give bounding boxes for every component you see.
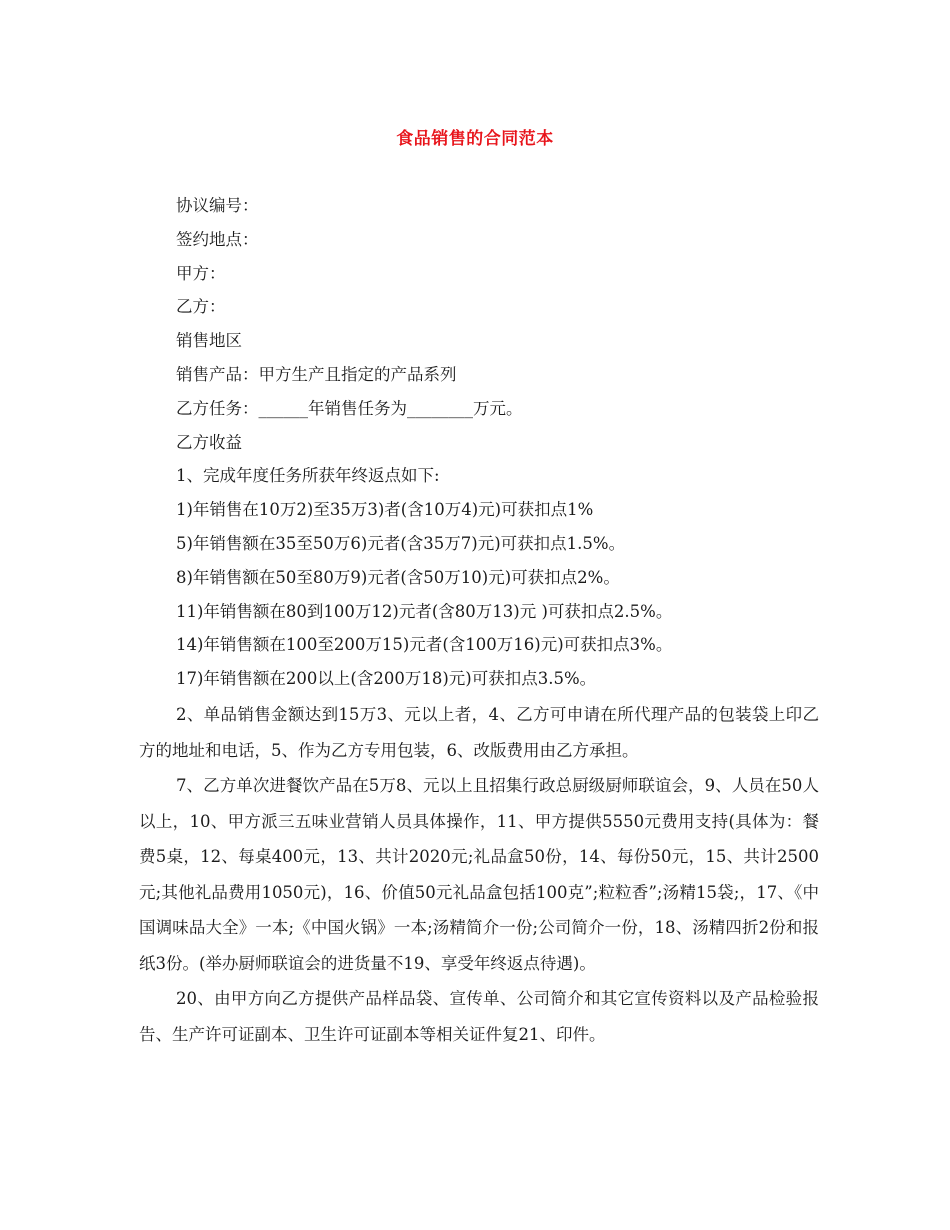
rebate-intro-line: 1、完成年度任务所获年终返点如下: bbox=[176, 466, 440, 486]
clause-paragraph: 7、乙方单次进餐饮产品在5万8、元以上且招集行政总厨级厨师联谊会，9、人员在50人以上，10、甲方派三五味业营销人员具体操作，11、甲方提供5550元费用支持(具体为：餐费5桌，12、每桌400元，13、共计2020元;礼品盒50份，14、每份50元，15、共计2500元;其他礼品费用1050元)，16、价值50元礼品盒包括100克”;粒粒香”;汤精15袋;，17、《中国调味品大全》一本;《中国火锅》一本;汤精简介一份;公司简介一份，18、汤精四折2份和报纸3份。(举办厨师联谊会的进货量不19、享受年终返点待遇)。 bbox=[139, 776, 819, 973]
agreement-number-line: 协议编号： bbox=[176, 196, 259, 215]
signing-place-line: 签约地点： bbox=[176, 229, 259, 249]
rebate-tier-line: 17)年销售额在200以上(含200万18)元)可获扣点3.5%。 bbox=[176, 669, 597, 689]
document-title: 食品销售的合同范本 bbox=[396, 129, 554, 149]
rebate-tier-line: 1)年销售在10万2)至35万3)者(含10万4)元)可获扣点1% bbox=[176, 500, 594, 520]
rebate-tier-line: 14)年销售额在100至200万15)元者(含100万16)元)可获扣点3%。 bbox=[176, 635, 673, 655]
party-a-line: 甲方： bbox=[176, 263, 226, 283]
sales-product-line: 销售产品：甲方生产且指定的产品系列 bbox=[176, 364, 457, 384]
party-b-line: 乙方： bbox=[176, 297, 226, 317]
clause-paragraph: 2、单品销售金额达到15万3、元以上者，4、乙方可申请在所代理产品的包装袋上印乙方的地址和电话，5、作为乙方专用包装，6、改版费用由乙方承担。 bbox=[139, 705, 819, 760]
rebate-tier-line: 8)年销售额在50至80万9)元者(含50万10)元)可获扣点2%。 bbox=[176, 567, 620, 587]
clause-paragraph: 20、由甲方向乙方提供产品样品袋、宣传单、公司简介和其它宣传资料以及产品检验报告、生产许可证副本、卫生许可证副本等相关证件复21、印件。 bbox=[139, 989, 819, 1044]
contract-fields bbox=[176, 196, 836, 703]
party-b-task-line: 乙方任务：______年销售任务为________万元。 bbox=[176, 398, 523, 418]
party-b-income-heading: 乙方收益 bbox=[176, 432, 242, 452]
rebate-tier-line: 5)年销售额在35至50万6)元者(含35万7)元)可获扣点1.5%。 bbox=[176, 533, 626, 553]
sales-region-line: 销售地区 bbox=[176, 331, 242, 351]
rebate-tier-line: 11)年销售额在80到100万12)元者(含80万13)元 )可获扣点2.5%。 bbox=[176, 601, 673, 621]
contract-body bbox=[139, 697, 819, 1052]
